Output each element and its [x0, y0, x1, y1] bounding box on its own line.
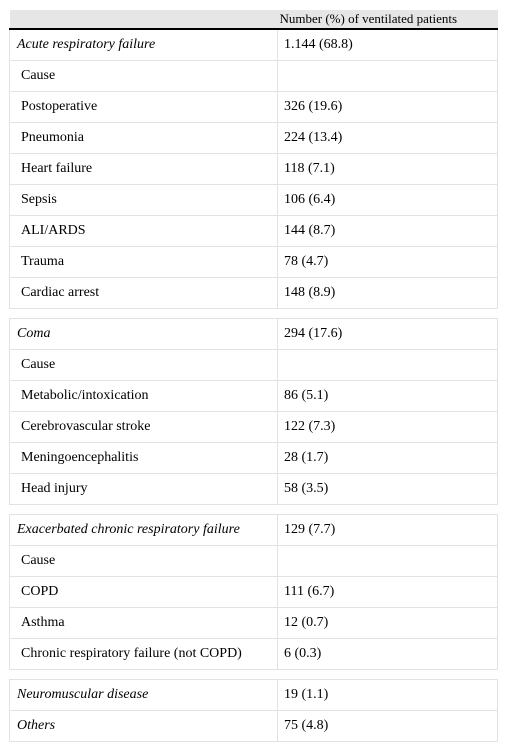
row-label: Metabolic/intoxication	[10, 381, 278, 412]
row-value: 118 (7.1)	[278, 154, 498, 185]
row-label: Sepsis	[10, 185, 278, 216]
row-value: 294 (17.6)	[278, 319, 498, 350]
row-label: ALI/ARDS	[10, 216, 278, 247]
row-label: Coma	[10, 319, 278, 350]
row-label: Cause	[10, 350, 278, 381]
cause-item-row	[10, 443, 498, 474]
row-value: 75 (4.8)	[278, 711, 498, 742]
row-value: 224 (13.4)	[278, 123, 498, 154]
cause-item-row	[10, 577, 498, 608]
row-value: 19 (1.1)	[278, 680, 498, 711]
cause-item-row	[10, 216, 498, 247]
row-label: Cerebrovascular stroke	[10, 412, 278, 443]
group-spacer-row	[10, 670, 498, 680]
row-value: 58 (3.5)	[278, 474, 498, 505]
row-label: Head injury	[10, 474, 278, 505]
row-label: Asthma	[10, 608, 278, 639]
group-spacer-row	[10, 309, 498, 319]
cause-item-row	[10, 154, 498, 185]
row-label: Exacerbated chronic respiratory failure	[10, 515, 278, 546]
cause-heading-row	[10, 61, 498, 92]
row-value: 86 (5.1)	[278, 381, 498, 412]
row-label: Meningoencephalitis	[10, 443, 278, 474]
row-label: COPD	[10, 577, 278, 608]
cause-item-row	[10, 185, 498, 216]
row-value: 144 (8.7)	[278, 216, 498, 247]
cause-item-row	[10, 123, 498, 154]
row-label: Neuromuscular disease	[10, 680, 278, 711]
row-label: Trauma	[10, 247, 278, 278]
cause-item-row	[10, 247, 498, 278]
row-value: 122 (7.3)	[278, 412, 498, 443]
row-value: 28 (1.7)	[278, 443, 498, 474]
header-cause-column	[10, 10, 278, 29]
row-value: 111 (6.7)	[278, 577, 498, 608]
category-row	[10, 680, 498, 711]
row-value	[278, 350, 498, 381]
row-label: Cardiac arrest	[10, 278, 278, 309]
cause-heading-row	[10, 546, 498, 577]
row-value: 326 (19.6)	[278, 92, 498, 123]
category-row	[10, 319, 498, 350]
cause-item-row	[10, 608, 498, 639]
table-header-row	[10, 10, 498, 29]
row-value: 6 (0.3)	[278, 639, 498, 670]
row-value: 106 (6.4)	[278, 185, 498, 216]
row-label: Acute respiratory failure	[10, 29, 278, 61]
row-value: 1.144 (68.8)	[278, 29, 498, 61]
ventilation-causes-table	[9, 10, 498, 742]
row-label: Cause	[10, 546, 278, 577]
row-value: 129 (7.7)	[278, 515, 498, 546]
category-row	[10, 29, 498, 61]
cause-item-row	[10, 474, 498, 505]
row-label: Postoperative	[10, 92, 278, 123]
row-label: Pneumonia	[10, 123, 278, 154]
header-ventilated-patients: Number (%) of ventilated patients	[278, 10, 498, 29]
cause-heading-row	[10, 350, 498, 381]
row-label: Cause	[10, 61, 278, 92]
cause-item-row	[10, 412, 498, 443]
row-value: 78 (4.7)	[278, 247, 498, 278]
category-row	[10, 711, 498, 742]
row-value: 12 (0.7)	[278, 608, 498, 639]
row-label: Others	[10, 711, 278, 742]
row-value	[278, 546, 498, 577]
category-row	[10, 515, 498, 546]
table-body	[10, 29, 498, 742]
group-spacer-row	[10, 505, 498, 515]
row-label: Heart failure	[10, 154, 278, 185]
row-value	[278, 61, 498, 92]
cause-item-row	[10, 278, 498, 309]
row-label: Chronic respiratory failure (not COPD)	[10, 639, 278, 670]
row-value: 148 (8.9)	[278, 278, 498, 309]
cause-item-row	[10, 639, 498, 670]
cause-item-row	[10, 381, 498, 412]
cause-item-row	[10, 92, 498, 123]
